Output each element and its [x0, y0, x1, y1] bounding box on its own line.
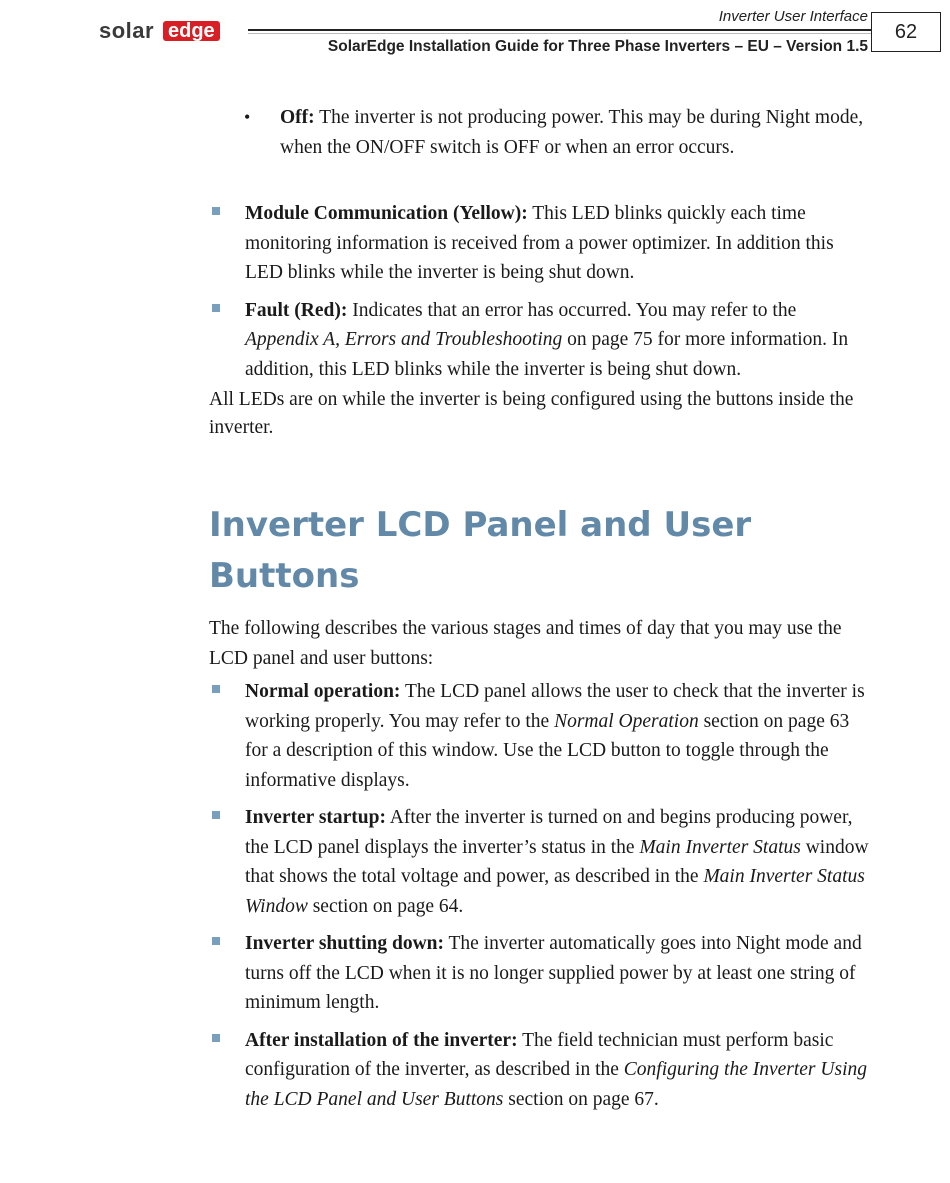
item-label: Fault (Red): [245, 299, 348, 321]
main-inverter-status-reference: Main Inverter Status [639, 836, 801, 858]
led-list [209, 199, 869, 442]
leds-note: All LEDs are on while the inverter is being configured using the buttons inside the inverter. [209, 389, 854, 438]
square-bullet-icon [212, 304, 220, 312]
item-label: Inverter startup: [245, 807, 386, 828]
logo-edge-text: edge [163, 21, 220, 41]
lcd-section [209, 614, 869, 1122]
item-label: Inverter shutting down: [245, 933, 444, 954]
list-item-fault [209, 296, 869, 385]
intro-paragraph: The following describes the various stages and times of day that you may use the LCD panel and user buttons: [209, 618, 842, 669]
led-off-item [244, 103, 880, 162]
square-bullet-icon [212, 207, 220, 215]
document-title: SolarEdge Installation Guide for Three Phase Inverters – EU – Version 1.5 [327, 38, 868, 55]
header-rule-thin [248, 33, 872, 34]
item-label: Module Communication (Yellow): [245, 203, 528, 224]
square-bullet-icon [212, 937, 220, 945]
list-item-inverter-shutting-down [209, 929, 869, 1018]
item-text: The inverter is not producing power. This may be during Night mode, when the ON/OFF switch is OFF or when an error occurs. [280, 107, 864, 158]
solaredge-logo [99, 18, 235, 44]
header-rule [248, 29, 872, 31]
item-text: This LED blinks quickly each time monitoring information is received from a power optimizer. In addition this LED blinks while the inverter is being shut down. [245, 203, 834, 283]
item-text: Indicates that an error has occurred. You may refer to the [347, 299, 797, 321]
square-bullet-icon [212, 1034, 220, 1042]
list-item-module-communication [209, 199, 869, 288]
configuring-reference: Configuring the Inverter Using the LCD Panel and User Buttons [245, 1059, 867, 1110]
item-text: After the inverter is turned on and begins producing power, the LCD panel displays the inverter’s status in the [245, 807, 853, 858]
section-heading: Inverter LCD Panel and User Buttons [209, 505, 752, 596]
page-number: 62 [871, 12, 941, 52]
bullet-dot-icon: • [244, 107, 251, 127]
item-text: The inverter automatically goes into Night mode and turns off the LCD when it is no longer supplied power by at least one string of minimum length. [245, 933, 862, 1013]
item-text: The LCD panel allows the user to check that the inverter is working properly. You may refer to the [245, 681, 865, 732]
list-item-normal-operation [209, 677, 869, 795]
item-label: Off: [280, 107, 315, 128]
item-text: The field technician must perform basic configuration of the inverter, as described in the [245, 1029, 834, 1080]
item-label: After installation of the inverter: [245, 1029, 518, 1051]
item-text: section on page 67. [503, 1088, 659, 1110]
list-item-inverter-startup [209, 803, 869, 921]
item-label: Normal operation: [245, 681, 401, 702]
item-text: section on page 63 for a description of this window. Use the LCD button to toggle through the informative displays. [245, 710, 850, 791]
main-inverter-status-window-reference: Main Inverter Status Window [245, 866, 865, 917]
item-text: window that shows the total voltage and power, as described in the [245, 836, 869, 887]
square-bullet-icon [212, 811, 220, 819]
logo-solar-text: solar [99, 18, 155, 43]
item-text: on page 75 for more information. In addition, this LED blinks while the inverter is being shut down. [245, 329, 849, 380]
square-bullet-icon [212, 685, 220, 693]
header-section-name: Inverter User Interface [718, 8, 868, 25]
list-item-after-installation [209, 1026, 869, 1115]
item-text: section on page 64. [307, 895, 464, 917]
normal-operation-reference: Normal Operation [554, 710, 699, 732]
appendix-reference: Appendix A, Errors and Troubleshooting [245, 329, 563, 350]
